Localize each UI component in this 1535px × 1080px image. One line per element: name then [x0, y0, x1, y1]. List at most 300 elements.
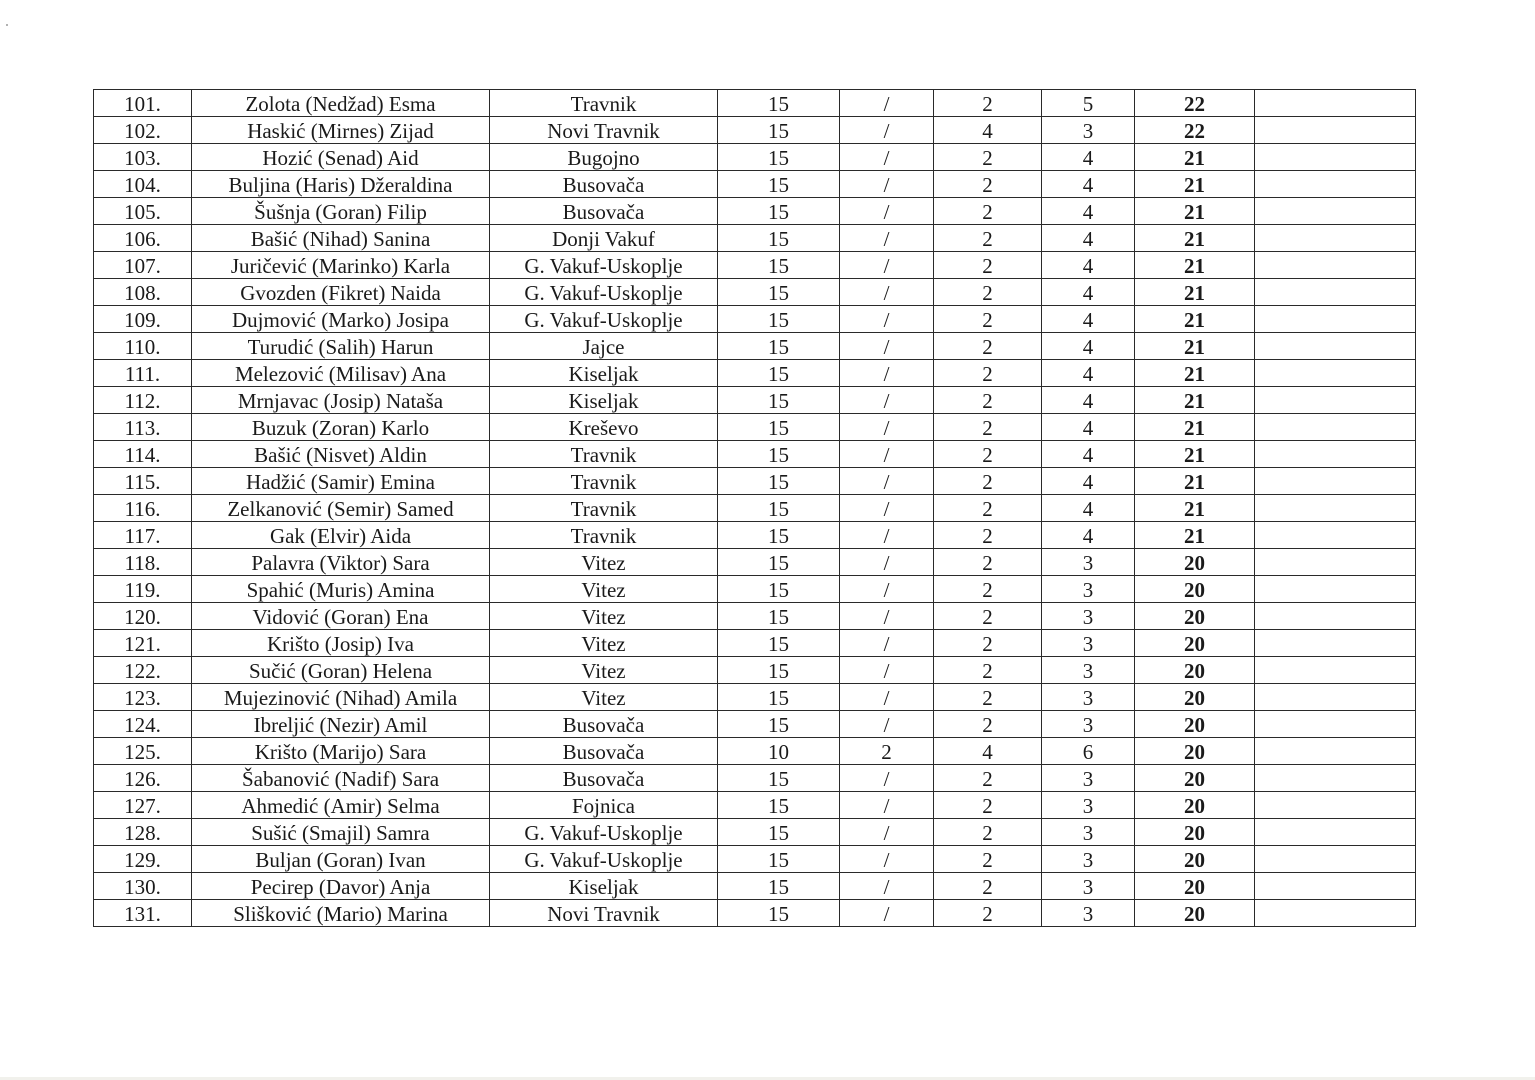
score-a-cell: 15: [718, 630, 840, 657]
student-name-cell: Ibreljić (Nezir) Amil: [192, 711, 490, 738]
score-b-cell: /: [840, 117, 934, 144]
score-a-cell: 15: [718, 657, 840, 684]
table-row: [94, 711, 1416, 738]
student-name-cell: Mujezinović (Nihad) Amila: [192, 684, 490, 711]
score-d-cell: 3: [1042, 576, 1135, 603]
student-name-cell: Gvozden (Fikret) Naida: [192, 279, 490, 306]
score-c-cell: 2: [934, 657, 1042, 684]
remark-cell: [1255, 495, 1416, 522]
score-a-cell: 15: [718, 279, 840, 306]
score-d-cell: 3: [1042, 792, 1135, 819]
remark-cell: [1255, 657, 1416, 684]
score-b-cell: /: [840, 603, 934, 630]
municipality-cell: Kiseljak: [490, 873, 718, 900]
student-name-cell: Krišto (Josip) Iva: [192, 630, 490, 657]
student-name-cell: Mrnjavac (Josip) Nataša: [192, 387, 490, 414]
total-score-cell: 20: [1135, 819, 1255, 846]
score-d-cell: 4: [1042, 279, 1135, 306]
score-a-cell: 15: [718, 252, 840, 279]
table-row: [94, 792, 1416, 819]
total-score-cell: 20: [1135, 576, 1255, 603]
score-d-cell: 4: [1042, 495, 1135, 522]
table-row: [94, 117, 1416, 144]
score-d-cell: 3: [1042, 819, 1135, 846]
score-b-cell: /: [840, 414, 934, 441]
score-d-cell: 4: [1042, 198, 1135, 225]
row-number-cell: 108.: [94, 279, 192, 306]
municipality-cell: Vitez: [490, 684, 718, 711]
table-row: [94, 306, 1416, 333]
score-c-cell: 2: [934, 144, 1042, 171]
municipality-cell: Novi Travnik: [490, 900, 718, 927]
student-name-cell: Gak (Elvir) Aida: [192, 522, 490, 549]
score-c-cell: 2: [934, 333, 1042, 360]
row-number-cell: 101.: [94, 90, 192, 117]
score-d-cell: 3: [1042, 684, 1135, 711]
table-row: [94, 414, 1416, 441]
score-c-cell: 2: [934, 684, 1042, 711]
row-number-cell: 131.: [94, 900, 192, 927]
score-b-cell: /: [840, 657, 934, 684]
municipality-cell: Travnik: [490, 468, 718, 495]
row-number-cell: 123.: [94, 684, 192, 711]
remark-cell: [1255, 90, 1416, 117]
remark-cell: [1255, 117, 1416, 144]
score-d-cell: 3: [1042, 117, 1135, 144]
municipality-cell: Kiseljak: [490, 360, 718, 387]
table-row: [94, 819, 1416, 846]
municipality-cell: Busovača: [490, 765, 718, 792]
score-c-cell: 2: [934, 171, 1042, 198]
score-c-cell: 2: [934, 279, 1042, 306]
row-number-cell: 109.: [94, 306, 192, 333]
score-b-cell: /: [840, 171, 934, 198]
municipality-cell: G. Vakuf-Uskoplje: [490, 279, 718, 306]
score-c-cell: 2: [934, 711, 1042, 738]
row-number-cell: 111.: [94, 360, 192, 387]
score-a-cell: 15: [718, 171, 840, 198]
total-score-cell: 22: [1135, 90, 1255, 117]
table-row: [94, 468, 1416, 495]
score-d-cell: 3: [1042, 765, 1135, 792]
total-score-cell: 21: [1135, 279, 1255, 306]
score-b-cell: /: [840, 576, 934, 603]
score-b-cell: /: [840, 441, 934, 468]
table-row: [94, 225, 1416, 252]
score-b-cell: /: [840, 630, 934, 657]
score-d-cell: 3: [1042, 846, 1135, 873]
municipality-cell: Travnik: [490, 495, 718, 522]
score-a-cell: 15: [718, 468, 840, 495]
row-number-cell: 112.: [94, 387, 192, 414]
student-name-cell: Pecirep (Davor) Anja: [192, 873, 490, 900]
score-c-cell: 2: [934, 360, 1042, 387]
table-row: [94, 549, 1416, 576]
total-score-cell: 20: [1135, 630, 1255, 657]
student-name-cell: Haskić (Mirnes) Zijad: [192, 117, 490, 144]
score-b-cell: /: [840, 360, 934, 387]
table-row: [94, 738, 1416, 765]
score-b-cell: /: [840, 792, 934, 819]
municipality-cell: Busovača: [490, 711, 718, 738]
student-name-cell: Sučić (Goran) Helena: [192, 657, 490, 684]
table-row: [94, 252, 1416, 279]
row-number-cell: 102.: [94, 117, 192, 144]
score-d-cell: 4: [1042, 333, 1135, 360]
remark-cell: [1255, 306, 1416, 333]
remark-cell: [1255, 630, 1416, 657]
score-a-cell: 15: [718, 333, 840, 360]
score-c-cell: 2: [934, 441, 1042, 468]
municipality-cell: Travnik: [490, 522, 718, 549]
municipality-cell: G. Vakuf-Uskoplje: [490, 819, 718, 846]
remark-cell: [1255, 333, 1416, 360]
row-number-cell: 121.: [94, 630, 192, 657]
municipality-cell: Travnik: [490, 90, 718, 117]
total-score-cell: 20: [1135, 684, 1255, 711]
municipality-cell: Novi Travnik: [490, 117, 718, 144]
score-c-cell: 2: [934, 792, 1042, 819]
total-score-cell: 21: [1135, 414, 1255, 441]
remark-cell: [1255, 225, 1416, 252]
score-a-cell: 15: [718, 846, 840, 873]
municipality-cell: Fojnica: [490, 792, 718, 819]
score-a-cell: 15: [718, 792, 840, 819]
row-number-cell: 122.: [94, 657, 192, 684]
municipality-cell: Vitez: [490, 549, 718, 576]
row-number-cell: 116.: [94, 495, 192, 522]
student-name-cell: Zelkanović (Semir) Samed: [192, 495, 490, 522]
student-name-cell: Bašić (Nihad) Sanina: [192, 225, 490, 252]
row-number-cell: 118.: [94, 549, 192, 576]
score-a-cell: 15: [718, 225, 840, 252]
score-a-cell: 15: [718, 873, 840, 900]
table-row: [94, 495, 1416, 522]
remark-cell: [1255, 387, 1416, 414]
score-c-cell: 2: [934, 306, 1042, 333]
remark-cell: [1255, 171, 1416, 198]
score-b-cell: /: [840, 819, 934, 846]
score-d-cell: 3: [1042, 711, 1135, 738]
student-name-cell: Spahić (Muris) Amina: [192, 576, 490, 603]
row-number-cell: 103.: [94, 144, 192, 171]
score-a-cell: 15: [718, 684, 840, 711]
student-name-cell: Slišković (Mario) Marina: [192, 900, 490, 927]
score-b-cell: /: [840, 333, 934, 360]
score-c-cell: 2: [934, 495, 1042, 522]
remark-cell: [1255, 414, 1416, 441]
total-score-cell: 21: [1135, 360, 1255, 387]
row-number-cell: 119.: [94, 576, 192, 603]
score-b-cell: /: [840, 711, 934, 738]
table-row: [94, 171, 1416, 198]
student-name-cell: Juričević (Marinko) Karla: [192, 252, 490, 279]
total-score-cell: 20: [1135, 738, 1255, 765]
remark-cell: [1255, 522, 1416, 549]
table-row: [94, 144, 1416, 171]
row-number-cell: 125.: [94, 738, 192, 765]
remark-cell: [1255, 711, 1416, 738]
score-b-cell: /: [840, 873, 934, 900]
score-a-cell: 15: [718, 441, 840, 468]
municipality-cell: Kiseljak: [490, 387, 718, 414]
municipality-cell: Travnik: [490, 441, 718, 468]
student-name-cell: Buljina (Haris) Džeraldina: [192, 171, 490, 198]
table-row: [94, 279, 1416, 306]
row-number-cell: 106.: [94, 225, 192, 252]
score-a-cell: 15: [718, 819, 840, 846]
total-score-cell: 20: [1135, 846, 1255, 873]
score-b-cell: /: [840, 900, 934, 927]
table-row: [94, 387, 1416, 414]
municipality-cell: G. Vakuf-Uskoplje: [490, 252, 718, 279]
score-c-cell: 2: [934, 846, 1042, 873]
row-number-cell: 128.: [94, 819, 192, 846]
total-score-cell: 20: [1135, 765, 1255, 792]
table-row: [94, 873, 1416, 900]
score-a-cell: 15: [718, 360, 840, 387]
score-a-cell: 15: [718, 306, 840, 333]
score-b-cell: /: [840, 468, 934, 495]
table-row: [94, 657, 1416, 684]
score-b-cell: /: [840, 495, 934, 522]
table-row: [94, 441, 1416, 468]
score-d-cell: 5: [1042, 90, 1135, 117]
total-score-cell: 21: [1135, 252, 1255, 279]
score-a-cell: 15: [718, 549, 840, 576]
municipality-cell: Vitez: [490, 657, 718, 684]
score-c-cell: 2: [934, 225, 1042, 252]
total-score-cell: 20: [1135, 549, 1255, 576]
score-b-cell: /: [840, 306, 934, 333]
municipality-cell: Kreševo: [490, 414, 718, 441]
row-number-cell: 117.: [94, 522, 192, 549]
score-d-cell: 4: [1042, 468, 1135, 495]
row-number-cell: 114.: [94, 441, 192, 468]
student-name-cell: Šabanović (Nadif) Sara: [192, 765, 490, 792]
municipality-cell: G. Vakuf-Uskoplje: [490, 306, 718, 333]
score-d-cell: 4: [1042, 225, 1135, 252]
score-a-cell: 10: [718, 738, 840, 765]
score-a-cell: 15: [718, 198, 840, 225]
score-b-cell: /: [840, 549, 934, 576]
municipality-cell: Busovača: [490, 738, 718, 765]
score-c-cell: 2: [934, 414, 1042, 441]
municipality-cell: Vitez: [490, 603, 718, 630]
score-d-cell: 4: [1042, 522, 1135, 549]
table-row: [94, 900, 1416, 927]
row-number-cell: 129.: [94, 846, 192, 873]
row-number-cell: 127.: [94, 792, 192, 819]
remark-cell: [1255, 576, 1416, 603]
municipality-cell: G. Vakuf-Uskoplje: [490, 846, 718, 873]
total-score-cell: 21: [1135, 171, 1255, 198]
total-score-cell: 21: [1135, 522, 1255, 549]
municipality-cell: Vitez: [490, 630, 718, 657]
student-name-cell: Krišto (Marijo) Sara: [192, 738, 490, 765]
student-name-cell: Melezović (Milisav) Ana: [192, 360, 490, 387]
score-d-cell: 3: [1042, 630, 1135, 657]
score-c-cell: 2: [934, 198, 1042, 225]
score-a-cell: 15: [718, 495, 840, 522]
score-a-cell: 15: [718, 387, 840, 414]
student-name-cell: Vidović (Goran) Ena: [192, 603, 490, 630]
score-a-cell: 15: [718, 522, 840, 549]
score-d-cell: 3: [1042, 657, 1135, 684]
remark-cell: [1255, 738, 1416, 765]
total-score-cell: 20: [1135, 792, 1255, 819]
score-d-cell: 4: [1042, 360, 1135, 387]
score-c-cell: 2: [934, 468, 1042, 495]
score-d-cell: 4: [1042, 387, 1135, 414]
table-row: [94, 522, 1416, 549]
score-d-cell: 6: [1042, 738, 1135, 765]
total-score-cell: 22: [1135, 117, 1255, 144]
score-a-cell: 15: [718, 711, 840, 738]
score-c-cell: 2: [934, 900, 1042, 927]
student-name-cell: Palavra (Viktor) Sara: [192, 549, 490, 576]
score-d-cell: 4: [1042, 441, 1135, 468]
student-name-cell: Dujmović (Marko) Josipa: [192, 306, 490, 333]
table-row: [94, 765, 1416, 792]
total-score-cell: 21: [1135, 306, 1255, 333]
score-a-cell: 15: [718, 576, 840, 603]
row-number-cell: 110.: [94, 333, 192, 360]
total-score-cell: 20: [1135, 603, 1255, 630]
score-c-cell: 2: [934, 387, 1042, 414]
row-number-cell: 124.: [94, 711, 192, 738]
student-name-cell: Buzuk (Zoran) Karlo: [192, 414, 490, 441]
municipality-cell: Donji Vakuf: [490, 225, 718, 252]
remark-cell: [1255, 792, 1416, 819]
remark-cell: [1255, 603, 1416, 630]
remark-cell: [1255, 198, 1416, 225]
municipality-cell: Busovača: [490, 198, 718, 225]
score-b-cell: /: [840, 198, 934, 225]
municipality-cell: Vitez: [490, 576, 718, 603]
score-b-cell: 2: [840, 738, 934, 765]
table-row: [94, 90, 1416, 117]
remark-cell: [1255, 846, 1416, 873]
score-c-cell: 2: [934, 576, 1042, 603]
remark-cell: [1255, 873, 1416, 900]
student-name-cell: Šušnja (Goran) Filip: [192, 198, 490, 225]
score-c-cell: 2: [934, 630, 1042, 657]
table-row: [94, 333, 1416, 360]
total-score-cell: 20: [1135, 900, 1255, 927]
score-d-cell: 3: [1042, 900, 1135, 927]
score-b-cell: /: [840, 387, 934, 414]
score-b-cell: /: [840, 225, 934, 252]
remark-cell: [1255, 279, 1416, 306]
row-number-cell: 120.: [94, 603, 192, 630]
total-score-cell: 21: [1135, 495, 1255, 522]
row-number-cell: 115.: [94, 468, 192, 495]
score-a-cell: 15: [718, 90, 840, 117]
remark-cell: [1255, 252, 1416, 279]
score-c-cell: 2: [934, 90, 1042, 117]
score-b-cell: /: [840, 522, 934, 549]
remark-cell: [1255, 684, 1416, 711]
table-row: [94, 360, 1416, 387]
total-score-cell: 20: [1135, 657, 1255, 684]
row-number-cell: 105.: [94, 198, 192, 225]
score-c-cell: 2: [934, 522, 1042, 549]
table-row: [94, 603, 1416, 630]
score-a-cell: 15: [718, 900, 840, 927]
remark-cell: [1255, 549, 1416, 576]
student-name-cell: Bašić (Nisvet) Aldin: [192, 441, 490, 468]
score-d-cell: 3: [1042, 873, 1135, 900]
municipality-cell: Busovača: [490, 171, 718, 198]
municipality-cell: Jajce: [490, 333, 718, 360]
score-d-cell: 4: [1042, 252, 1135, 279]
student-name-cell: Buljan (Goran) Ivan: [192, 846, 490, 873]
row-number-cell: 126.: [94, 765, 192, 792]
remark-cell: [1255, 819, 1416, 846]
score-d-cell: 4: [1042, 171, 1135, 198]
score-c-cell: 2: [934, 549, 1042, 576]
score-b-cell: /: [840, 144, 934, 171]
score-d-cell: 3: [1042, 603, 1135, 630]
table-row: [94, 684, 1416, 711]
score-d-cell: 4: [1042, 306, 1135, 333]
student-name-cell: Hadžić (Samir) Emina: [192, 468, 490, 495]
score-d-cell: 3: [1042, 549, 1135, 576]
remark-cell: [1255, 441, 1416, 468]
total-score-cell: 21: [1135, 441, 1255, 468]
total-score-cell: 21: [1135, 144, 1255, 171]
results-table-body: [94, 90, 1416, 927]
student-name-cell: Zolota (Nedžad) Esma: [192, 90, 490, 117]
table-row: [94, 198, 1416, 225]
score-c-cell: 2: [934, 819, 1042, 846]
results-table: [93, 89, 1416, 927]
row-number-cell: 104.: [94, 171, 192, 198]
total-score-cell: 21: [1135, 198, 1255, 225]
score-c-cell: 4: [934, 117, 1042, 144]
row-number-cell: 113.: [94, 414, 192, 441]
remark-cell: [1255, 144, 1416, 171]
table-row: [94, 576, 1416, 603]
score-b-cell: /: [840, 279, 934, 306]
row-number-cell: 130.: [94, 873, 192, 900]
remark-cell: [1255, 468, 1416, 495]
total-score-cell: 21: [1135, 333, 1255, 360]
score-d-cell: 4: [1042, 144, 1135, 171]
remark-cell: [1255, 900, 1416, 927]
student-name-cell: Hozić (Senad) Aid: [192, 144, 490, 171]
score-b-cell: /: [840, 765, 934, 792]
total-score-cell: 21: [1135, 225, 1255, 252]
score-b-cell: /: [840, 252, 934, 279]
remark-cell: [1255, 765, 1416, 792]
total-score-cell: 21: [1135, 387, 1255, 414]
score-b-cell: /: [840, 90, 934, 117]
score-a-cell: 15: [718, 117, 840, 144]
score-d-cell: 4: [1042, 414, 1135, 441]
total-score-cell: 21: [1135, 468, 1255, 495]
student-name-cell: Ahmedić (Amir) Selma: [192, 792, 490, 819]
score-c-cell: 2: [934, 873, 1042, 900]
municipality-cell: Bugojno: [490, 144, 718, 171]
student-name-cell: Turudić (Salih) Harun: [192, 333, 490, 360]
student-name-cell: Sušić (Smajil) Samra: [192, 819, 490, 846]
score-b-cell: /: [840, 846, 934, 873]
score-b-cell: /: [840, 684, 934, 711]
score-a-cell: 15: [718, 414, 840, 441]
score-a-cell: 15: [718, 144, 840, 171]
